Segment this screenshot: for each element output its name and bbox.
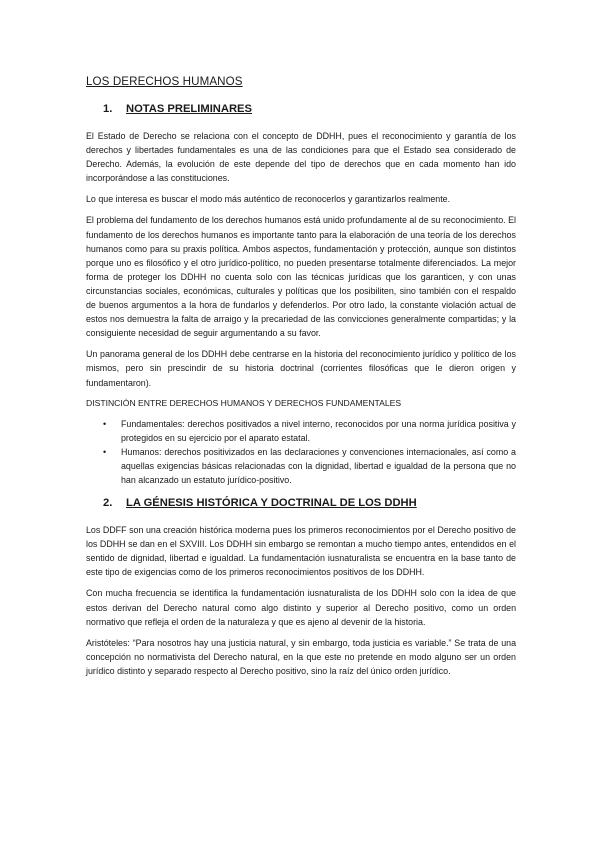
paragraph: Los DDFF son una creación histórica moderna pues los primeros reconocimientos por el Derecho positivo de los DDHH se dan en el SXVIII. Los DDHH sin embargo se remontan a mucho tiempo antes, entendidos en el sentido de dignidad, libertad e igualdad. La fundamentación iusnaturalista se encuentra en la base tanto de este tipo de exigencias como de los primeros reconocimientos positivos de los DDHH. [86, 525, 516, 578]
bullet-marker: • [103, 418, 107, 429]
paragraph: Lo que interesa es buscar el modo más auténtico de reconocerlos y garantizarlos realmente. [86, 194, 451, 205]
bullet-list [86, 417, 516, 487]
paragraph: El Estado de Derecho se relaciona con el concepto de DDHH, pues el reconocimiento y garantía de los derechos y libertades fundamentales es una de las condiciones para que el Estado sea considerado de Derecho. Además, la evolución de este depende del tipo de derechos que en cada momento han ido incorporándose a las constituciones. [86, 131, 516, 184]
section-number: 1. [103, 103, 113, 115]
document-content [86, 75, 516, 685]
paragraph: Un panorama general de los DDHH debe centrarse en la historia del reconocimiento jurídico y político de los mismos, pero sin prescindir de su historia doctrinal (corrientes filosóficas que le dieron origen y fundamentaron). [86, 349, 516, 388]
bullet-marker: • [103, 446, 107, 457]
section-title: LA GÉNESIS HISTÓRICA Y DOCTRINAL DE LOS DDHH [126, 497, 417, 510]
section-heading-1 [86, 102, 516, 116]
list-item [86, 417, 516, 445]
section-title: NOTAS PRELIMINARES [126, 103, 252, 115]
document-title: LOS DERECHOS HUMANOS [86, 75, 243, 88]
section-heading-2 [86, 496, 516, 510]
paragraph: Aristóteles: “Para nosotros hay una justicia natural, y sin embargo, toda justicia es variable.” Se trata de una concepción no normativista del Derecho natural, en la que este no pretende en modo alguno ser un orden jurídico distinto y separado respecto al Derecho positivo, sino la raíz del único orden jurídico. [86, 637, 516, 676]
section-number: 2. [103, 497, 113, 510]
list-item [86, 445, 516, 487]
paragraph: Con mucha frecuencia se identifica la fundamentación iusnaturalista de los DDHH solo con la idea de que estos derivan del Derecho natural como algo distinto y superior al Derecho positivo, como un orden normativo que refleja el orden de la naturaleza y que es ajeno al devenir de la historia. [86, 588, 516, 627]
list-item-text: Fundamentales: derechos positivados a nivel interno, reconocidos por una norma jurídica positiva y protegidos en su ejercicio por el aparato estatal. [121, 418, 516, 443]
subheading-distinction: DISTINCIÓN ENTRE DERECHOS HUMANOS Y DERECHOS FUNDAMENTALES [86, 397, 402, 408]
paragraph: El problema del fundamento de los derechos humanos está unido profundamente al de su reconocimiento. El fundamento de los derechos humanos es importante tanto para la elaboración de una teoría de los derechos humanos como para su praxis política. Ambos aspectos, fundamentación y protección, aunque son distintos porque uno es filosófico y el otro jurídico-político, no pueden presentarse totalmente diferenciados. La mejor forma de proteger los DDHH no cuenta solo con las técnicas jurídicas que los garanticen, y con unas circunstancias sociales, económicas, culturales y políticas que los posibiliten, sino también con el respaldo de buenos argumentos a la hora de fundarlos y defenderlos. Por otro lado, la constante violación actual de estos nos demuestra la falta de arraigo y la precariedad de las convicciones generalmente compartidas; y la consiguiente necesidad de seguir argumentando a su favor. [86, 215, 516, 339]
list-item-text: Humanos: derechos positivizados en las declaraciones y convenciones internacionales, así como a aquellas exigencias básicas relacionadas con la dignidad, libertad e igualdad de la persona que no han alcanzado un estatuto jurídico-positivo. [121, 446, 516, 485]
